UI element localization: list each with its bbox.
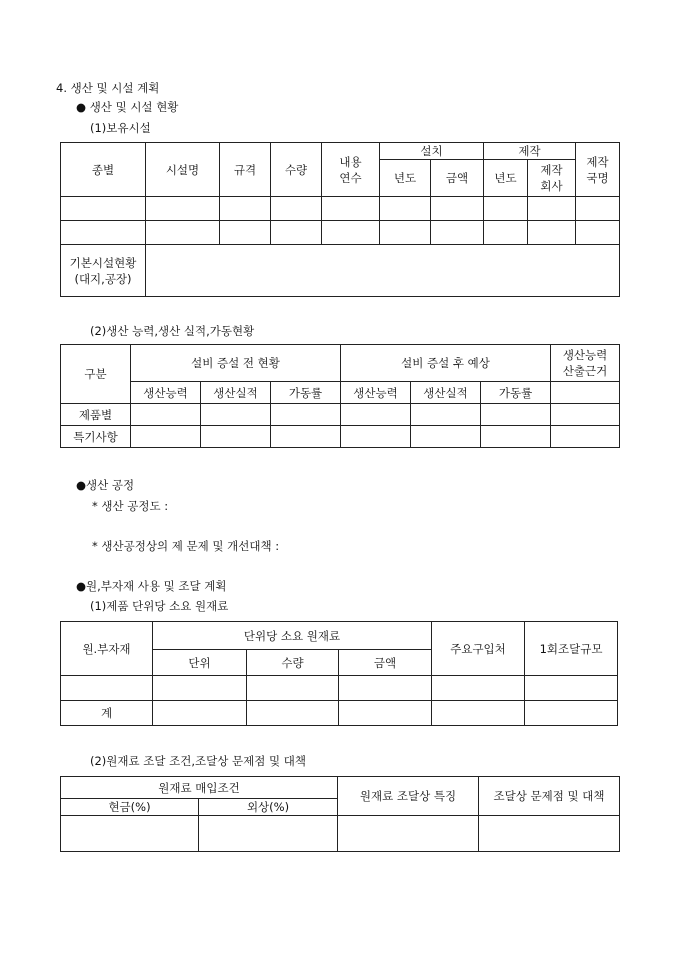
header-purchase-terms: 원재료 매입조건 (61, 777, 338, 799)
capacity-subheading: (2)생산 능력,생산 실적,가동현황 (90, 324, 255, 338)
row-label-special: 특기사항 (61, 426, 131, 448)
header-capacity-before: 생산능력 (131, 382, 201, 404)
production-capacity-table (60, 344, 620, 448)
header-category: 구분 (61, 345, 131, 404)
header-quantity: 수량 (271, 143, 322, 197)
header-procurement-features: 원재료 조달상 특징 (338, 777, 479, 816)
header-spec: 규격 (220, 143, 271, 197)
table-row (61, 676, 618, 701)
facility-status-heading: ● 생산 및 시설 현황 (76, 100, 179, 114)
header-main-supplier: 주요구입처 (432, 622, 525, 676)
header-amount: 금액 (339, 650, 432, 676)
header-installation: 설치 (380, 143, 484, 160)
process-diagram-item: * 생산 공정도 : (92, 499, 169, 513)
header-capacity-basis: 생산능력 산출근거 (551, 345, 620, 382)
header-facility-name: 시설명 (146, 143, 220, 197)
section-title: 4. 생산 및 시설 계획 (56, 81, 160, 95)
process-heading: ●생산 공정 (76, 478, 135, 492)
header-country: 제작 국명 (576, 143, 620, 197)
header-before-expansion: 설비 증설 전 현황 (131, 345, 341, 382)
owned-facilities-table (60, 142, 620, 297)
header-make-year: 년도 (484, 160, 528, 197)
header-procurement-problems: 조달상 문제점 및 대책 (479, 777, 620, 816)
header-quantity: 수량 (247, 650, 339, 676)
unit-materials-subheading: (1)제품 단위당 소요 원재료 (90, 599, 229, 613)
header-actual-after: 생산실적 (411, 382, 481, 404)
header-install-amount: 금액 (431, 160, 484, 197)
header-cash: 현금(%) (61, 799, 199, 816)
header-material: 원.부자재 (61, 622, 153, 676)
table-row (61, 197, 620, 221)
header-unit: 단위 (153, 650, 247, 676)
process-issues-item: * 생산공정상의 제 문제 및 개선대책 : (92, 539, 280, 553)
header-actual-before: 생산실적 (201, 382, 271, 404)
total-label: 계 (61, 701, 153, 726)
header-after-expansion: 설비 증설 후 예상 (341, 345, 551, 382)
materials-heading: ●원,부자재 사용 및 조달 계획 (76, 579, 227, 593)
table-row (61, 221, 620, 245)
header-per-unit-materials: 단위당 소요 원재료 (153, 622, 432, 650)
row-label-product: 제품별 (61, 404, 131, 426)
header-rate-before: 가동률 (271, 382, 341, 404)
header-useful-life: 내용 연수 (322, 143, 380, 197)
header-type: 종별 (61, 143, 146, 197)
header-install-year: 년도 (380, 160, 431, 197)
procurement-terms-table (60, 776, 620, 852)
header-rate-after: 가동률 (481, 382, 551, 404)
owned-facilities-subheading: (1)보유시설 (90, 121, 151, 135)
header-manufacture: 제작 (484, 143, 576, 160)
unit-materials-table (60, 621, 618, 726)
header-procurement-scale: 1회조달규모 (525, 622, 618, 676)
table-row (61, 816, 620, 852)
procurement-terms-subheading: (2)원재료 조달 조건,조달상 문제점 및 대책 (90, 754, 306, 768)
header-credit: 외상(%) (199, 799, 338, 816)
header-capacity-after: 생산능력 (341, 382, 411, 404)
header-maker: 제작 회사 (528, 160, 576, 197)
basic-facility-label: 기본시설현황 (대지,공장) (61, 245, 146, 297)
